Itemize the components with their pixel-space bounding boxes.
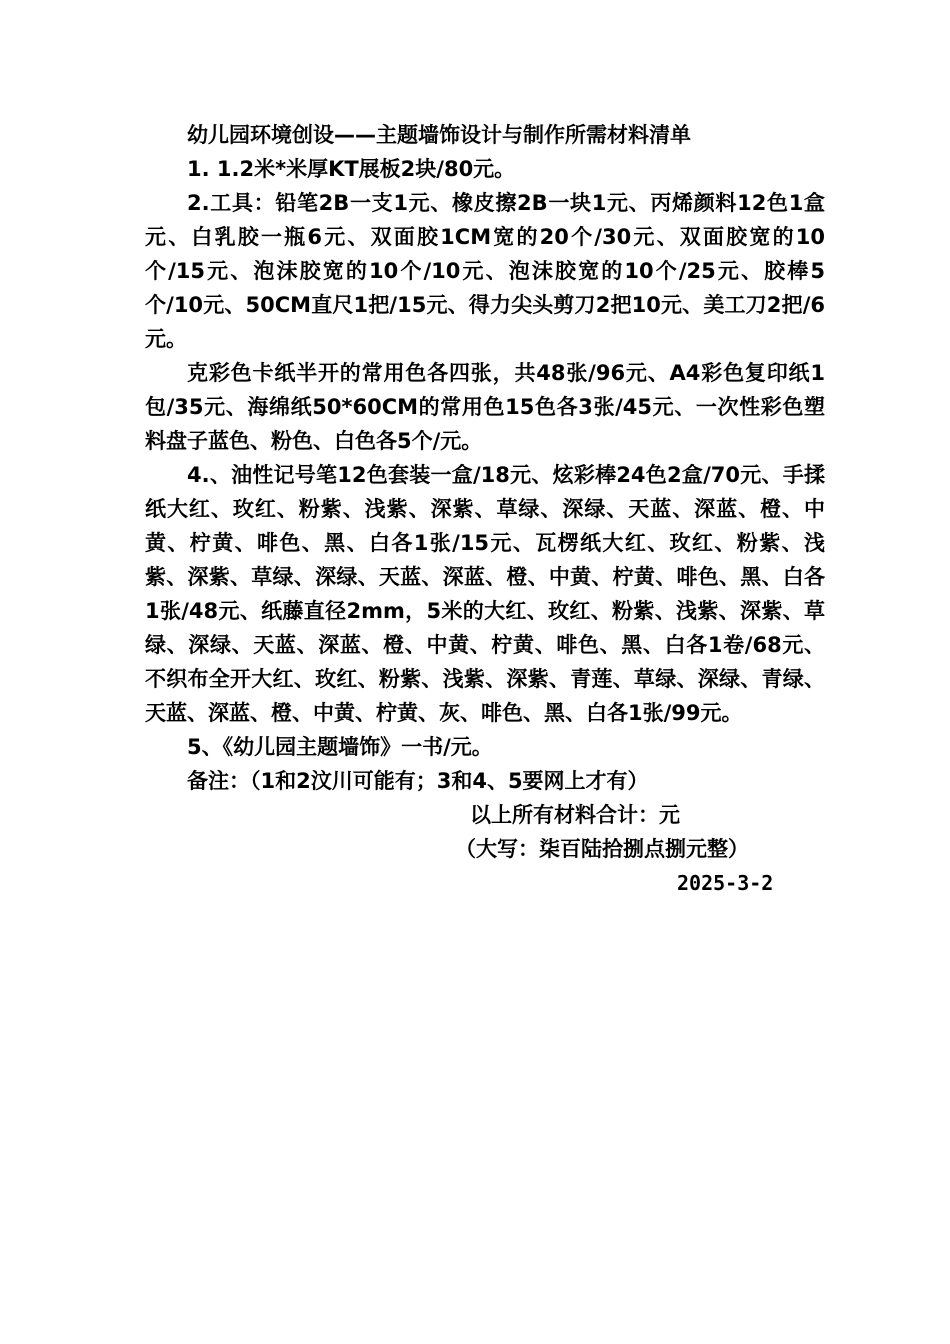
total-uppercase-line: （大写：柒百陆拾捌点捌元整） — [455, 837, 749, 861]
materials-list-document — [145, 118, 825, 900]
list-item-2-tools: 2.工具：铅笔2B一支1元、橡皮擦2B一块1元、丙烯颜料12色1盒元、白乳胶一瓶6元、双面胶1CM宽的20个/30元、双面胶宽的10个/15元、泡沫胶宽的10个/10元、泡沫胶宽的10个/25元、胶棒5个/10元、50CM直尺1把/15元、得力尖头剪刀2把10元、美工刀2把/6元。 — [145, 191, 825, 351]
document-title: 幼儿园环境创设——主题墙饰设计与制作所需材料清单 — [187, 123, 691, 147]
list-item-3-paper: 克彩色卡纸半开的常用色各四张，共48张/96元、A4彩色复印纸1包/35元、海绵纸50*60CM的常用色15色各3张/45元、一次性彩色塑料盘子蓝色、粉色、白色各5个/元。 — [145, 361, 825, 453]
list-item-5-book: 5、《幼儿园主题墙饰》一书/元。 — [187, 735, 493, 759]
total-line: 以上所有材料合计：元 — [470, 803, 680, 827]
list-item-4-markers: 4.、油性记号笔12色套装一盒/18元、炫彩棒24色2盒/70元、手揉纸大红、玫红、粉紫、浅紫、深紫、草绿、深绿、天蓝、深蓝、橙、中黄、柠黄、啡色、黑、白各1张/15元、瓦楞纸大红、玫红、粉紫、浅紫、深紫、草绿、深绿、天蓝、深蓝、橙、中黄、柠黄、啡色、黑、白各1张/48元、纸藤直径2mm，5米的大红、玫红、粉紫、浅紫、深紫、草绿、深绿、天蓝、深蓝、橙、中黄、柠黄、啡色、黑、白各1卷/68元、不织布全开大红、玫红、粉紫、浅紫、深紫、青莲、草绿、深绿、青绿、天蓝、深蓝、橙、中黄、柠黄、灰、啡色、黑、白各1张/99元。 — [145, 463, 825, 725]
list-item-1: 1. 1.2米*米厚KT展板2块/80元。 — [187, 157, 516, 181]
remark-note: 备注：（1和2汶川可能有；3和4、5要网上才有） — [187, 769, 649, 793]
document-date: 2025-3-2 — [677, 871, 774, 895]
